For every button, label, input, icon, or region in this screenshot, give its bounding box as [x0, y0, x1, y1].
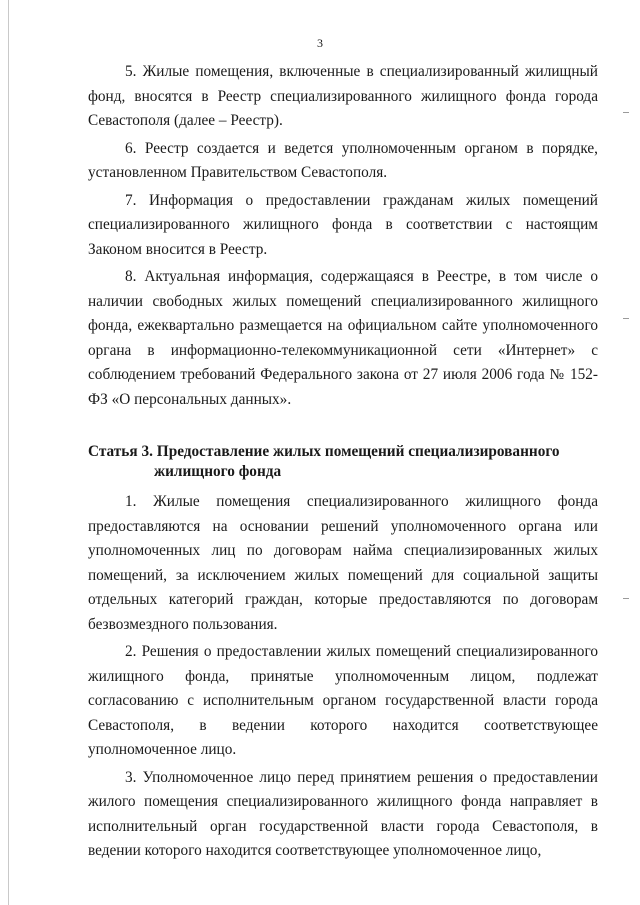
paragraph-6: 6. Реестр создается и ведется уполномоченным органом в порядке, установленном Правительством Севастополя. — [88, 139, 598, 181]
scan-margin-mark — [623, 318, 629, 319]
scan-edge-line — [8, 0, 9, 905]
paragraph-8: 8. Актуальная информация, содержащаяся в Реестре, в том числе о наличии свободных жилых помещений специализированного жилищного фонда, ежеквартально размещается на официальном сайте уполномоченного органа в информационно-телекоммуникационной сети «Интернет» с соблюдением требований Федерального закона от 27 июля 2006 года № 152-ФЗ «О персональных данных». — [88, 268, 598, 408]
scan-margin-mark — [623, 112, 629, 113]
article-3-paragraph-3: 3. Уполномоченное лицо перед принятием решения о предоставлении жилого помещения специализированного жилищного фонда направляет в исполнительный орган государственной власти города Севастополя, в ведении которого находится соответствующее уполномоченное лицо, — [88, 768, 598, 859]
article-3-heading: Статья 3. Предоставление жилых помещений специализированного жилищного фонда — [88, 443, 560, 480]
document-body — [88, 60, 598, 867]
page-number: 3 — [317, 36, 323, 50]
article-3-paragraph-2: 2. Решения о предоставлении жилых помещений специализированного жилищного фонда, принятые уполномоченным лицом, подлежат согласованию с исполнительным органом государственной власти города Севастополя, в ведении которого находится соответствующее уполномоченное лицо. — [88, 643, 598, 758]
article-3-paragraph-1: 1. Жилые помещения специализированного жилищного фонда предоставляются на основании решений уполномоченного органа или уполномоченных лиц по договорам найма специализированных жилых помещений, за исключением жилых помещений для социальной защиты отдельных категорий граждан, которые предоставляются по договорам безвозмездного пользования. — [88, 493, 598, 633]
paragraph-7: 7. Информация о предоставлении гражданам жилых помещений специализированного жилищного фонда в соответствии с настоящим Законом вносится в Реестр. — [88, 191, 598, 258]
scan-margin-mark — [623, 598, 629, 599]
paragraph-5: 5. Жилые помещения, включенные в специализированный жилищный фонд, вносятся в Реестр специализированного жилищного фонда города Севастополя (далее – Реестр). — [88, 63, 598, 129]
